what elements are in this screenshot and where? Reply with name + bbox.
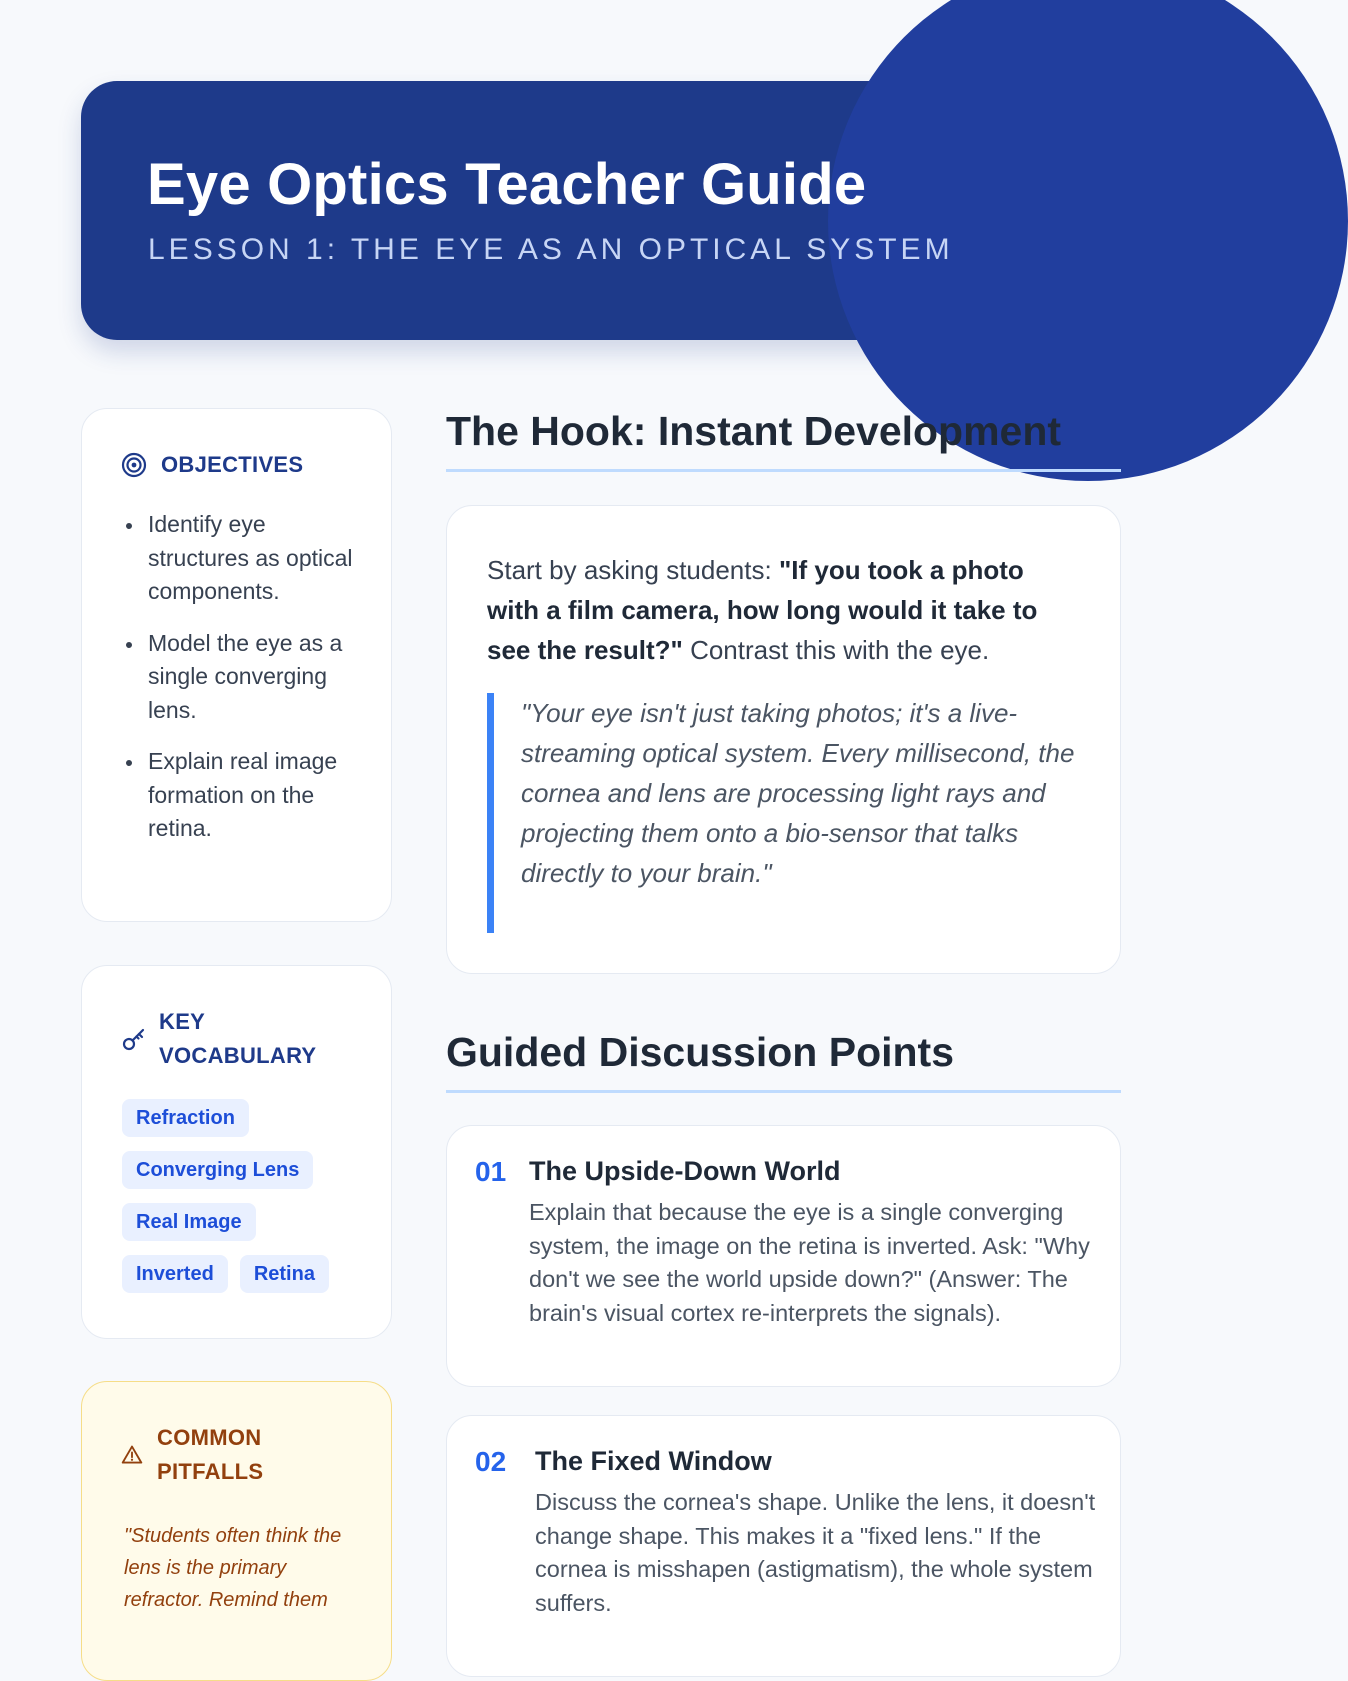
discussion-text: Explain that because the eye is a single converging system, the image on the retina is inverted. Ask: "Why don't we see the world upside down?" (Answer: The brain's visual cortex re-interprets the signals). (529, 1199, 1090, 1326)
hook-quote: "Your eye isn't just taking photos; it's a live-streaming optical system. Every millisecond, the cornea and lens are processing light rays and projecting them onto a bio-sensor that talks directly to your brain." (487, 693, 1077, 933)
target-icon (121, 452, 147, 478)
hook-heading: The Hook: Instant Development (446, 408, 1121, 472)
hook-intro-tail: Contrast this with the eye. (682, 635, 990, 665)
vocab-tag: Retina (240, 1255, 329, 1293)
vocab-tag: Converging Lens (122, 1151, 313, 1189)
page-title: Eye Optics Teacher Guide (147, 152, 867, 217)
vocabulary-tags (122, 1099, 362, 1307)
pitfalls-heading (121, 1421, 307, 1489)
discussion-title: The Upside-Down World (529, 1156, 841, 1186)
objectives-title: OBJECTIVES (161, 452, 304, 477)
objective-item: Identify eye structures as optical components. (118, 508, 358, 609)
discussion-number: 02 (475, 1446, 507, 1477)
objectives-heading (121, 448, 303, 482)
page-subtitle: LESSON 1: THE EYE AS AN OPTICAL SYSTEM (148, 233, 954, 266)
hook-question: "If you took a photo with a film camera, how long would it take to see the result?" (487, 555, 1038, 665)
key-icon (121, 1026, 147, 1052)
vocab-tag: Real Image (122, 1203, 256, 1241)
discussion-point (446, 1125, 1121, 1387)
hook-intro-lead: Start by asking students: (487, 555, 779, 585)
objectives-list (118, 508, 358, 864)
warning-icon (121, 1444, 143, 1466)
discussion-heading: Guided Discussion Points (446, 1029, 1121, 1093)
hook-intro (487, 550, 1077, 670)
objective-item: Explain real image formation on the retina. (118, 745, 358, 846)
discussion-title: The Fixed Window (535, 1446, 772, 1476)
discussion-number: 01 (475, 1156, 507, 1187)
objective-item: Model the eye as a single converging lens. (118, 627, 358, 728)
vocabulary-heading (121, 1005, 351, 1073)
pitfalls-text: "Students often think the lens is the primary refractor. Remind them (124, 1525, 342, 1611)
discussion-point (446, 1415, 1121, 1677)
discussion-text: Discuss the cornea's shape. Unlike the lens, it doesn't change shape. This makes it a "fixed lens." If the cornea is misshapen (astigmatism), the whole system suffers. (535, 1489, 1096, 1616)
vocab-tag: Inverted (122, 1255, 228, 1293)
vocabulary-title: KEY VOCABULARY (159, 1009, 317, 1068)
vocab-tag: Refraction (122, 1099, 249, 1137)
header-banner (81, 81, 1121, 340)
hook-card (446, 505, 1121, 974)
pitfalls-title: COMMON PITFALLS (157, 1425, 264, 1484)
